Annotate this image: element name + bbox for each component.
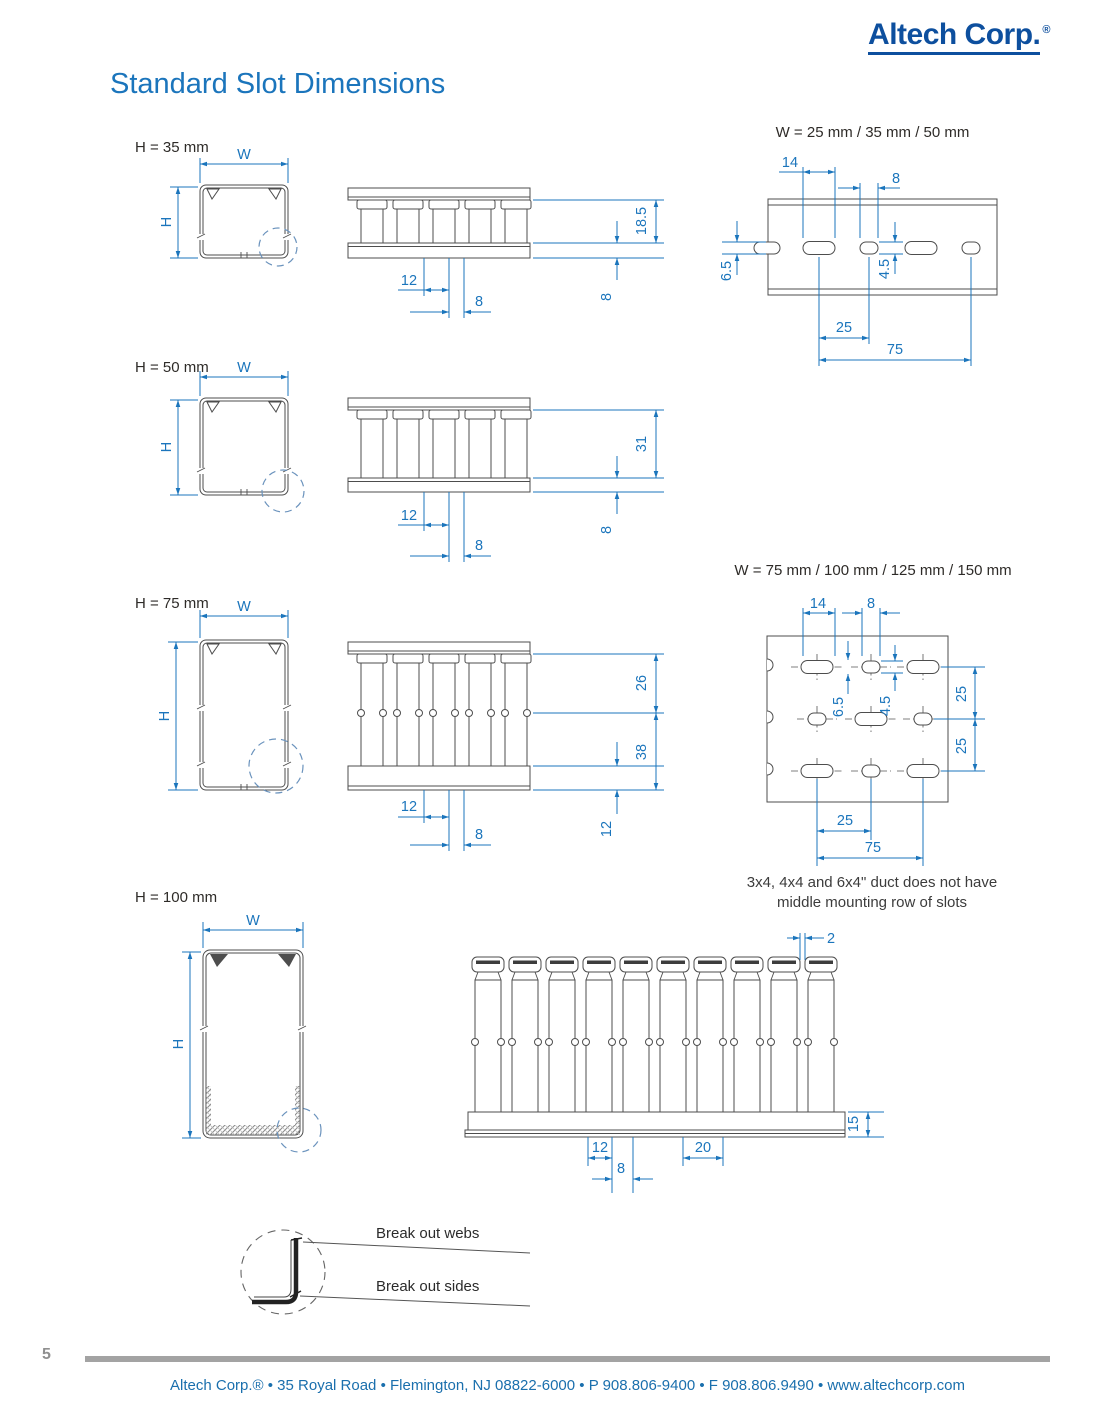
page-title: Standard Slot Dimensions: [110, 68, 446, 100]
cross-section-h75: [157, 599, 303, 793]
w-letter: W: [237, 599, 251, 615]
dim-slot: 8: [474, 538, 484, 554]
dim-pitch: 12: [591, 1140, 609, 1156]
breakout-webs-label: Break out webs: [376, 1225, 480, 1242]
dim-wide: 20: [694, 1140, 712, 1156]
dim-pitch: 12: [400, 273, 418, 289]
plate-dim-25-right1: 25: [954, 685, 970, 703]
page-number: 5: [42, 1346, 51, 1363]
w-letter: W: [237, 360, 251, 376]
cross-section-h35: [159, 147, 297, 266]
w-letter: W: [246, 913, 260, 929]
dim-lower: 38: [634, 743, 650, 761]
section-label-h75: H = 75 mm: [135, 595, 209, 612]
dim-upper: 26: [634, 674, 650, 692]
cross-section-h50: [159, 360, 304, 512]
h-letter: H: [159, 441, 175, 453]
dim-slot: 8: [474, 827, 484, 843]
h-letter: H: [159, 216, 175, 228]
plate-dim-75: 75: [864, 840, 882, 856]
dim-depth: 18.5: [634, 206, 650, 236]
dim-pitch: 12: [400, 799, 418, 815]
rail-dim-25: 25: [835, 320, 853, 336]
plate-dim-25-bottom: 25: [836, 813, 854, 829]
logo-text: Altech Corp.: [868, 18, 1040, 55]
company-logo: [868, 18, 1050, 52]
dim-gap: 2: [826, 931, 836, 947]
plate-dim-8: 8: [866, 596, 876, 612]
plate-dim-14: 14: [809, 596, 827, 612]
plate-note-line2: middle mounting row of slots: [776, 894, 968, 912]
dim-base: 15: [846, 1115, 862, 1133]
w-letter: W: [237, 147, 251, 163]
dim-slot: 8: [616, 1161, 626, 1177]
rail-dim-6-5: 6.5: [719, 260, 735, 282]
side-view-h50: [348, 398, 664, 562]
dim-base: 8: [599, 292, 615, 302]
section-label-h50: H = 50 mm: [135, 359, 209, 376]
side-view-h100: [465, 931, 884, 1193]
h-letter: H: [157, 710, 173, 722]
footer-divider: [85, 1356, 1050, 1362]
side-view-h35: [348, 188, 664, 318]
dim-base: 8: [599, 525, 615, 535]
plate-note-line1: 3x4, 4x4 and 6x4" duct does not have: [746, 874, 998, 891]
rail-dim-14: 14: [781, 155, 799, 171]
plate-dim-25-right2: 25: [954, 737, 970, 755]
dim-pitch: 12: [400, 508, 418, 524]
breakout-detail: [241, 1230, 530, 1314]
section-label-h100: H = 100 mm: [135, 889, 218, 906]
plate-dim-4-5: 4.5: [878, 695, 894, 717]
dim-depth: 31: [634, 435, 650, 453]
registered-mark: ®: [1042, 24, 1050, 36]
side-view-h75: [348, 642, 664, 851]
rail-dim-4-5: 4.5: [877, 258, 893, 280]
slot-pattern-large-widths: [767, 596, 985, 866]
rail-dim-8: 8: [891, 171, 901, 187]
rail-small-title: W = 25 mm / 35 mm / 50 mm: [775, 124, 970, 141]
footer-contact-info: Altech Corp.® • 35 Royal Road • Flemington, NJ 08822-6000 • P 908.806-9400 • F 908.806.9490 • www.altechcorp.com: [170, 1377, 965, 1394]
plate-dim-6-5: 6.5: [831, 696, 847, 718]
breakout-sides-label: Break out sides: [376, 1278, 480, 1295]
plate-large-title: W = 75 mm / 100 mm / 125 mm / 150 mm: [734, 562, 1012, 579]
cross-section-h100: [171, 913, 321, 1152]
section-label-h35: H = 35 mm: [135, 139, 209, 156]
dim-slot: 8: [474, 294, 484, 310]
dim-base: 12: [599, 820, 615, 838]
plate-note: [742, 873, 1002, 914]
h-letter: H: [171, 1038, 187, 1050]
slot-pattern-small-widths: [719, 155, 997, 366]
rail-dim-75: 75: [886, 342, 904, 358]
